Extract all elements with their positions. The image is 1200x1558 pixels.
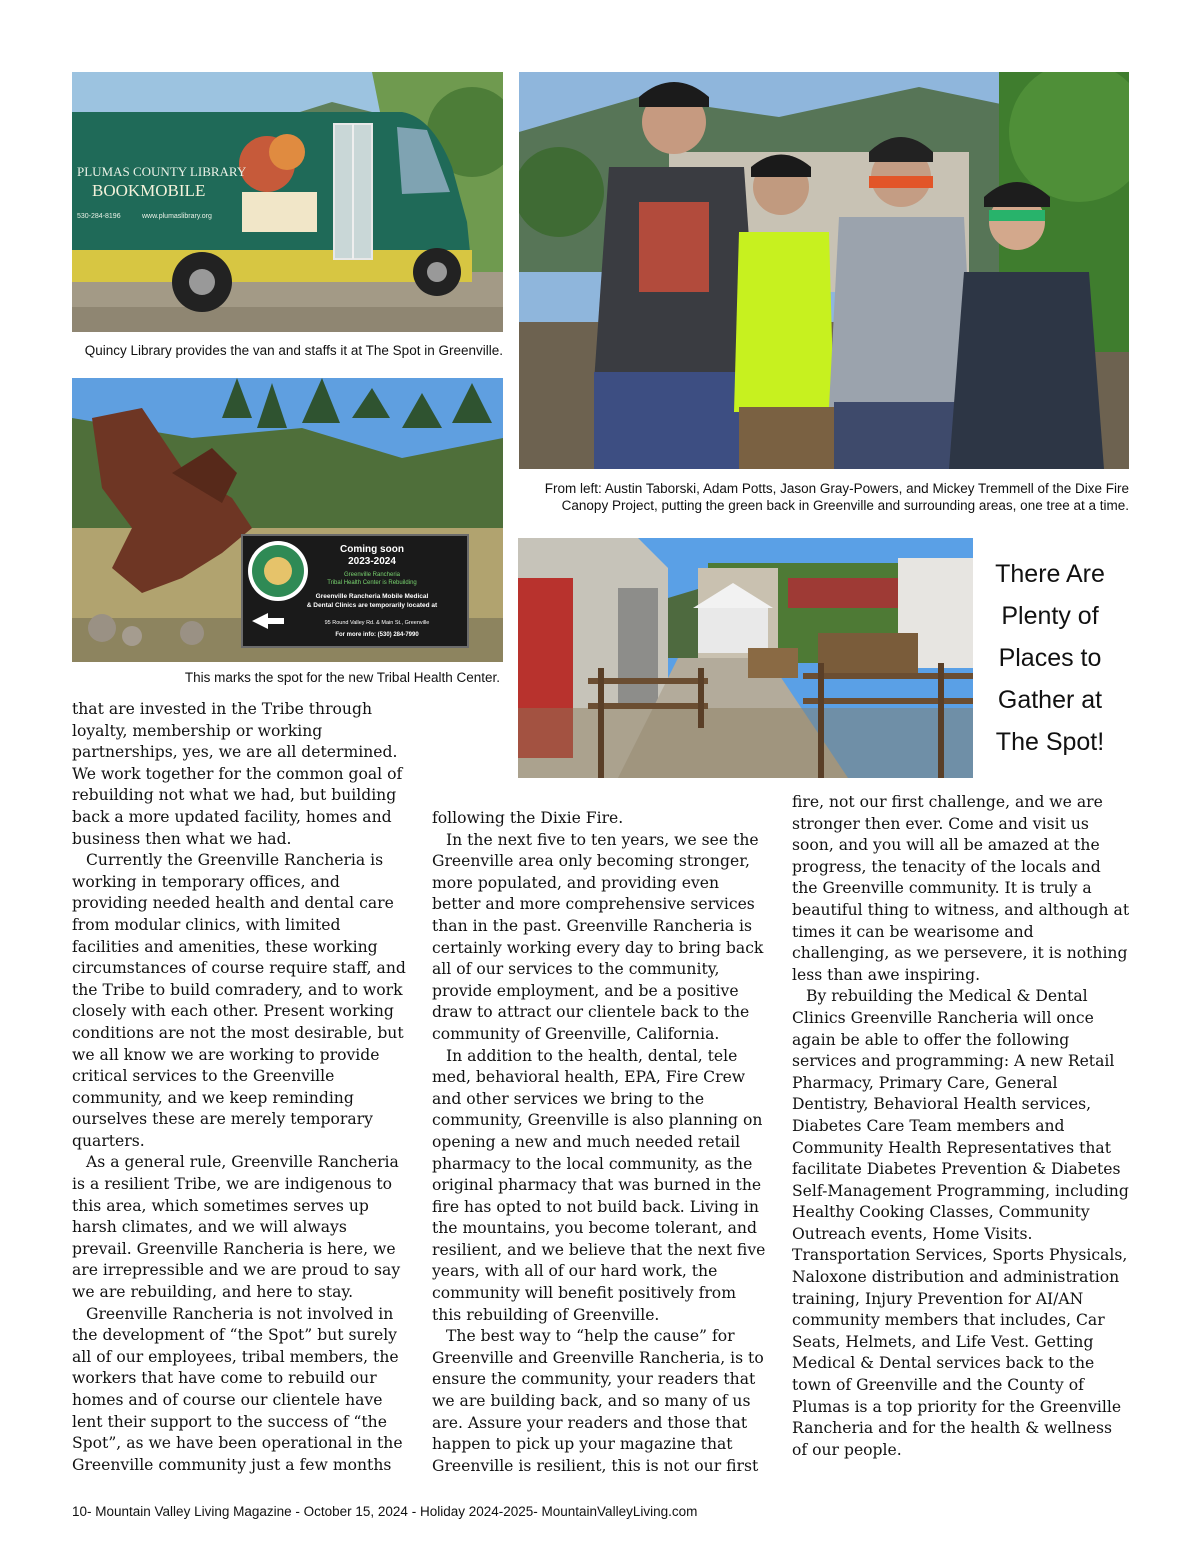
paragraph: Currently the Greenville Rancheria is working in temporary offices, and providing needed health and dental care from modular clinics, with limited facilities and amenities, these working circumstances of course require staff, and the Tribe to build comradery, and to work closely with each other. Present working conditions are not the most desirable, but we all know we are working to provide critical services to the Greenville community, and we keep reminding ourselves these are merely temporary quarters. — [72, 851, 406, 1150]
sign-line4: Tribal Health Center is Rebuilding — [327, 580, 417, 586]
group-caption-line1: From left: Austin Taborski, Adam Potts, Jason Gray-Powers, and Mickey Tremmell of the Dixe Fire — [544, 481, 1129, 496]
bookmobile-caption: Quincy Library provides the van and staffs it at The Spot in Greenville. — [84, 343, 503, 358]
article-column-1 — [72, 699, 409, 1476]
paragraph: that are invested in the Tribe through loyalty, membership or working partnerships, yes, we are all determined. We work together for the common goal of rebuilding not what we had, but building back a more updated facility, homes and business then what we had. — [72, 700, 403, 848]
pull-quote-line: Gather at — [997, 686, 1103, 714]
group-photo — [519, 72, 1129, 469]
sign-photo — [72, 378, 503, 662]
paragraph: As a general rule, Greenville Rancheria is a resilient Tribe, we are indigenous to this area, which sometimes serves up harsh climates, and we will always prevail. Greenville Rancheria is here, we are irrepressible and we are proud to say we are rebuilding, and here to stay. — [72, 1153, 401, 1302]
article-column-2 — [432, 808, 770, 1477]
paragraph: In the next five to ten years, we see the Greenville area only becoming stronger, more populated, and providing even better and more comprehensive services than in the past. Greenville Rancheria is certainly working every day to bring back all of our services to the community, provide employment, and be a positive draw to attract our clientele back to the community of Greenville, California. — [432, 830, 764, 1043]
paragraph: following the Dixie Fire. — [432, 809, 624, 827]
pull-quote-line: Places to — [998, 644, 1102, 672]
sign-line7: 95 Round Valley Rd. & Main St., Greenville — [324, 620, 430, 626]
paragraph: In addition to the health, dental, tele med, behavioral health, EPA, Fire Crew and other services we bring to the community, Greenville is also planning on opening a new and much needed retail pharmacy to the local community, as the original pharmacy that was burned in the fire has opted to not build back. Living in the mountains, you become tolerant, and resilient, and we believe that the next five years, with all of our hard work, the community will benefit positively from this rebuilding of Greenville. — [432, 1046, 766, 1324]
pull-quote-line: Plenty of — [1001, 602, 1099, 630]
sign-line8: For more info: (530) 284-7990 — [335, 632, 419, 638]
sign-line1: Coming soon — [340, 544, 404, 555]
van-url: www.plumaslibrary.org — [142, 213, 212, 220]
sign-line2: 2023-2024 — [348, 556, 396, 567]
page-footer: 10- Mountain Valley Living Magazine - October 15, 2024 - Holiday 2024-2025- MountainValleyLiving.com — [72, 1504, 698, 1519]
pull-quote — [985, 553, 1115, 763]
spot-photo — [518, 538, 973, 778]
sign-line3: Greenville Rancheria — [343, 572, 401, 578]
pull-quote-line: There Are — [995, 560, 1105, 588]
paragraph: The best way to “help the cause” for Greenville and Greenville Rancheria, is to ensure the community, your readers that we are building back, and so many of us are. Assure your readers and those that happen to pick up your magazine that Greenville is resilient, this is not our first — [432, 1327, 764, 1475]
van-title-line1: PLUMAS COUNTY LIBRARY — [77, 164, 247, 179]
sign-line6: & Dental Clinics are temporarily located at — [306, 602, 438, 609]
paragraph: Greenville Rancheria is not involved in the development of “the Spot” but surely all of our employees, tribal members, the workers that have come to rebuild our homes and of course our clientele have lent their support to the success of “the Spot”, as we have been operational in the Greenville community just a few months — [72, 1304, 403, 1474]
van-phone: 530-284-8196 — [77, 213, 121, 220]
sign-line5: Greenville Rancheria Mobile Medical — [315, 593, 429, 600]
van-title-line2: BOOKMOBILE — [92, 181, 206, 200]
article-column-3 — [792, 792, 1130, 1461]
pull-quote-line: The Spot! — [995, 728, 1105, 756]
paragraph: By rebuilding the Medical & Dental Clinics Greenville Rancheria will once again be able to offer the following services and programming: A new Retail Pharmacy, Primary Care, General Dentistry, Behavioral Health services, Diabetes Care Team members and Community Health Representatives that facilitate Diabetes Prevention & Diabetes Self-Management Programming, including Healthy Cooking Classes, Community Outreach events, Home Visits. Transportation Services, Sports Physicals, Naloxone distribution and administration training, Injury Prevention for AI/AN community members that includes, Car Seats, Helmets, and Life Vest. Getting Medical & Dental services back to the town of Greenville and the County of Plumas is a top priority for the Greenville Rancheria and for the health & wellness of our people. — [792, 987, 1129, 1459]
bookmobile-photo — [72, 72, 503, 332]
sign-caption: This marks the spot for the new Tribal Health Center. — [184, 670, 500, 685]
paragraph: fire, not our first challenge, and we are stronger then ever. Come and visit us soon, and you will all be amazed at the progress, the tenacity of the locals and the Greenville community. It is truly a beautiful thing to witness, and although at times it can be wearisome and challenging, as we persevere, it is nothing less than awe inspiring. — [792, 793, 1130, 984]
group-caption-line2: Canopy Project, putting the green back in Greenville and surrounding areas, one tree at a time. — [561, 498, 1129, 513]
